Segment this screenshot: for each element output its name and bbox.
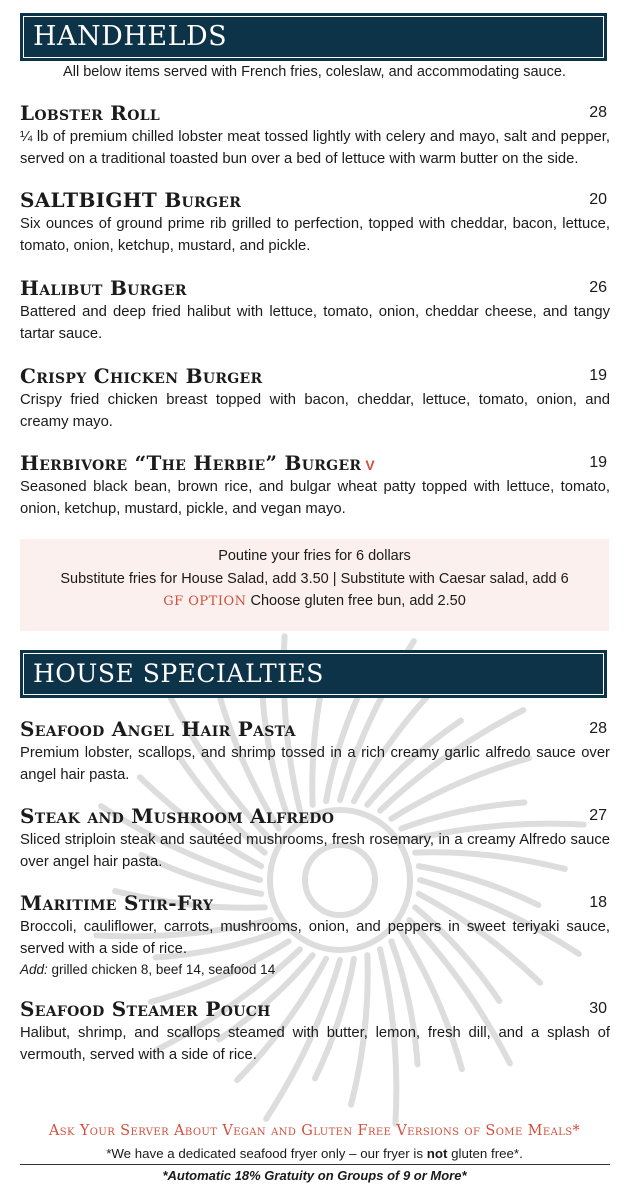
item-name: Seafood Steamer Pouch — [20, 997, 271, 1021]
vegan-tag: V — [365, 457, 375, 473]
menu-item — [20, 363, 610, 433]
item-price: 20 — [589, 191, 607, 208]
poutine-option: Poutine your fries for 6 dollars — [218, 548, 411, 564]
handhelds-title: HANDHELDS — [33, 21, 228, 52]
options-box — [20, 539, 609, 631]
gluten-free-option — [20, 590, 609, 614]
gf-option-label: GF OPTION — [163, 594, 247, 609]
gratuity-note: *Automatic 18% Gratuity on Groups of 9 or More* — [162, 1168, 467, 1183]
item-description: ¼ lb of premium chilled lobster meat tossed lightly with celery and mayo, salt and pepper, served on a traditional toasted bun over a bed of lettuce with warm butter on the side. — [20, 129, 610, 167]
fryer-note-emphasis: not — [426, 1146, 448, 1161]
item-price: 30 — [589, 1000, 607, 1017]
specialties-title: HOUSE SPECIALTIES — [33, 659, 324, 688]
footer-divider — [20, 1164, 610, 1165]
menu-item — [20, 100, 610, 170]
menu-item — [20, 716, 610, 786]
item-price: 27 — [589, 807, 607, 824]
menu-item — [20, 187, 610, 257]
item-description: Battered and deep fried halibut with lettuce, tomato, onion, cheddar cheese, and tangy tartar sauce. — [20, 304, 610, 342]
fryer-note-start: *We have a dedicated seafood fryer only – our fryer is — [106, 1146, 427, 1161]
item-description: Sliced striploin steak and sautéed mushrooms, fresh rosemary, in a creamy Alfredo sauce over angel hair pasta. — [20, 832, 610, 870]
item-description: Crispy fried chicken breast topped with bacon, cheddar, lettuce, tomato, onion, and creamy mayo. — [20, 392, 610, 430]
item-name: Halibut Burger — [20, 276, 187, 300]
item-description: Halibut, shrimp, and scallops steamed with butter, lemon, fresh dill, and a splash of vermouth, served with a side of rice. — [20, 1025, 610, 1063]
menu-item — [20, 275, 610, 345]
fryer-note-end: gluten free*. — [447, 1146, 523, 1161]
item-description: Six ounces of ground prime rib grilled to perfection, topped with cheddar, bacon, lettuce, tomato, onion, ketchup, mustard, and pickle. — [20, 216, 610, 254]
item-price: 26 — [589, 279, 607, 296]
item-addons — [20, 960, 610, 980]
item-name: Maritime Stir-Fry — [20, 891, 214, 915]
item-name: SALTBIGHT Burger — [20, 188, 242, 212]
item-name: Steak and Mushroom Alfredo — [20, 804, 335, 828]
item-name: Lobster Roll — [20, 101, 160, 125]
addons-text: grilled chicken 8, beef 14, seafood 14 — [51, 962, 276, 977]
item-description: Seasoned black bean, brown rice, and bulgar wheat patty topped with lettuce, tomato, onion, ketchup, mustard, pickle, and vegan mayo. — [20, 479, 610, 517]
menu-item — [20, 450, 610, 520]
item-name: Seafood Angel Hair Pasta — [20, 717, 296, 741]
gf-option-text: Choose gluten free bun, add 2.50 — [250, 593, 466, 609]
item-description: Premium lobster, scallops, and shrimp tossed in a rich creamy garlic alfredo sauce over angel hair pasta. — [20, 745, 610, 783]
handhelds-note: All below items served with French fries, coleslaw, and accommodating sauce. — [63, 64, 566, 80]
menu-item — [20, 996, 610, 1066]
item-name: Crispy Chicken Burger — [20, 364, 263, 388]
ask-server-note: Ask Your Server About Vegan and Gluten Free Versions of Some Meals* — [48, 1123, 581, 1139]
handhelds-banner — [20, 13, 607, 61]
item-price: 19 — [589, 367, 607, 384]
item-description: Broccoli, cauliflower, carrots, mushrooms, onion, and peppers in sweet teriyaki sauce, served with a side of rice. — [20, 919, 610, 957]
specialties-banner — [20, 650, 607, 698]
item-price: 28 — [589, 104, 607, 121]
item-price: 18 — [589, 894, 607, 911]
item-price: 19 — [589, 454, 607, 471]
addons-label: Add: — [20, 962, 48, 977]
item-name-text: Herbivore “The Herbie” Burger — [20, 451, 362, 475]
substitute-option: Substitute fries for House Salad, add 3.50 | Substitute with Caesar salad, add 6 — [60, 570, 569, 587]
fryer-note — [0, 1146, 629, 1161]
menu-item — [20, 890, 610, 980]
item-price: 28 — [589, 720, 607, 737]
item-name — [20, 450, 610, 476]
menu-item — [20, 803, 610, 873]
